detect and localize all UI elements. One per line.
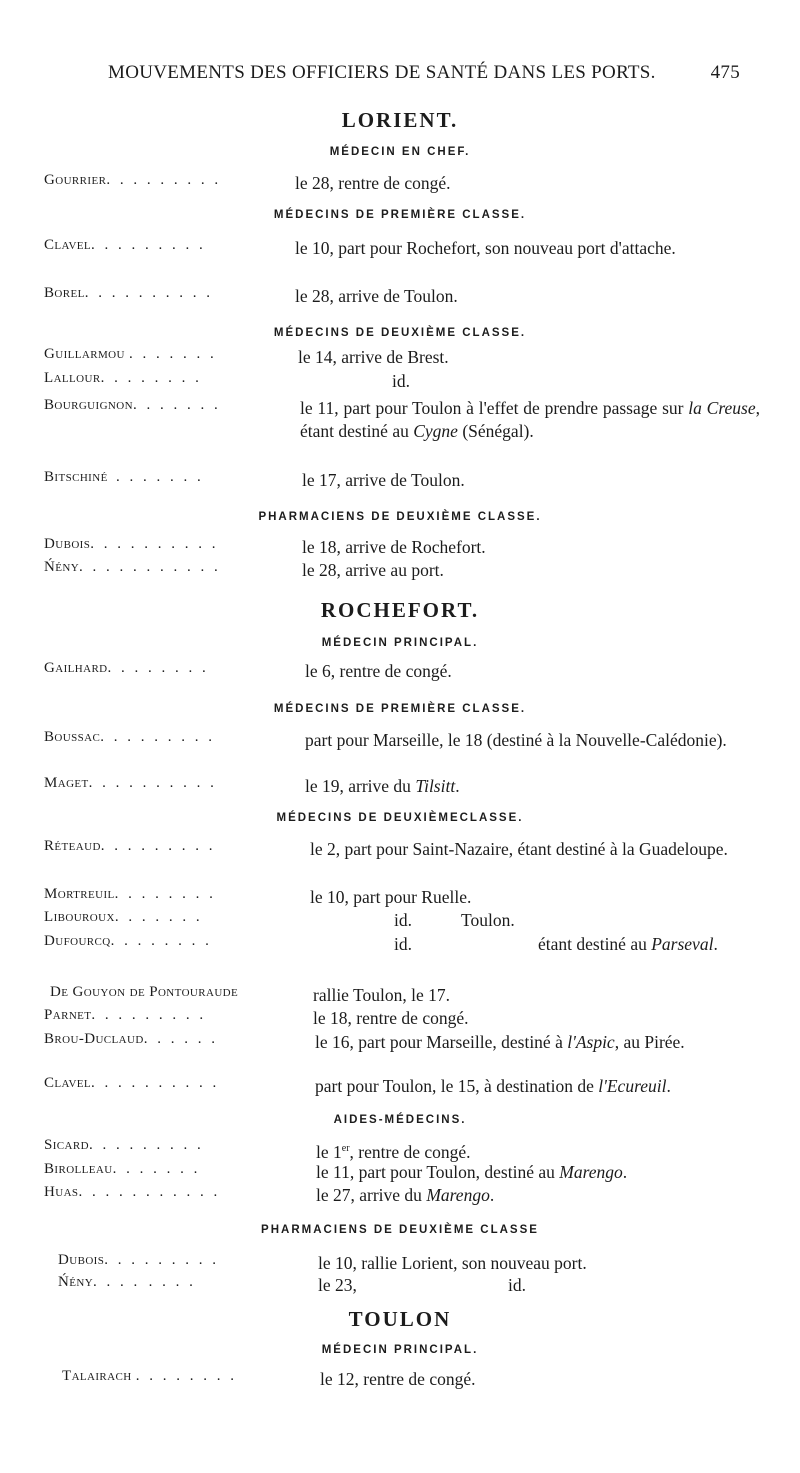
- text-part: le 16, part pour Marseille, destiné à: [315, 1032, 568, 1052]
- movement-text: le 28, arrive de Toulon.: [295, 286, 458, 306]
- officer-name: Sicard: [44, 1137, 89, 1153]
- grade-heading: MÉDECIN PRINCIPAL.: [321, 1344, 479, 1356]
- grade-heading: PHARMACIENS DE DEUXIÈME CLASSE: [261, 1224, 539, 1236]
- ship-name: Tilsitt: [415, 776, 456, 796]
- officer-name: Huas: [44, 1184, 79, 1200]
- officer-name: Maget: [44, 775, 89, 791]
- movement-text: le 18, arrive de Rochefort.: [302, 537, 486, 557]
- movement-text: le 2, part pour Saint-Nazaire, étant destiné à la Guadeloupe.: [310, 839, 728, 859]
- leader-dots: . . . . . . .: [112, 1161, 201, 1177]
- text-part: .: [713, 934, 718, 954]
- movement-text: id.: [394, 910, 412, 930]
- leader-dots: . . . . . .: [143, 1031, 218, 1047]
- movement-text: part pour Marseille, le 18 (destiné à la Nouvelle-Calédonie).: [305, 730, 727, 750]
- officer-name: Bourguignon: [44, 397, 133, 413]
- text-part: .: [489, 1185, 495, 1205]
- officer-name: Guillarmou: [44, 346, 125, 362]
- movement-text: id.: [508, 1275, 526, 1295]
- leader-dots: . . . . . . . . .: [91, 1007, 207, 1023]
- officer-name: Mortreuil: [44, 886, 115, 902]
- movement-text: [330, 933, 760, 956]
- leader-dots: . . . . . . .: [116, 469, 204, 485]
- officer-name: Réteaud: [44, 838, 101, 854]
- movement-text: [315, 1031, 760, 1054]
- leader-dots: . . . .: [148, 1274, 196, 1290]
- movement-text: [305, 775, 760, 798]
- grade-heading: PHARMACIENS DE DEUXIÈME CLASSE.: [258, 511, 542, 523]
- port-heading-lorient: LORIENT.: [341, 108, 459, 132]
- movement-text: le 10, part pour Ruelle.: [310, 887, 472, 907]
- movement-text: le 18, rentre de congé.: [313, 1008, 469, 1028]
- movement-text: rallie Toulon, le 17.: [313, 985, 450, 1005]
- movement-text: [316, 1161, 760, 1184]
- leader-dots: . . . . . . . . .: [100, 838, 216, 854]
- text-part: le 11, part pour Toulon à l'effet de prendre passage sur: [300, 398, 689, 418]
- running-title: MOUVEMENTS DES OFFICIERS DE SANTÉ DANS LES PORTS.: [108, 62, 656, 83]
- text-part: le 11, part pour Toulon, destiné au: [316, 1162, 560, 1182]
- movement-text: [300, 397, 760, 443]
- officer-name: Dubois: [58, 1252, 105, 1268]
- leader-dots: . . . . . . . . .: [91, 237, 206, 253]
- leader-dots: . . . . . . .: [114, 909, 203, 925]
- movement-text: le 17, arrive de Toulon.: [302, 470, 465, 490]
- officer-name: Gailhard: [44, 660, 108, 676]
- movement-text: le 28, rentre de congé.: [295, 173, 451, 193]
- ship-name: Marengo: [426, 1185, 490, 1205]
- ship-name: l'Ecureuil: [598, 1076, 667, 1096]
- officer-name: Talairach: [62, 1368, 132, 1384]
- movement-text: le 14, arrive de Brest.: [298, 347, 449, 367]
- movement-text: [315, 1075, 760, 1098]
- officer-name: De Gouyon de Pontouraude: [50, 984, 239, 1000]
- officer-name: Birolleau: [44, 1161, 113, 1177]
- text-part: (Sénégal).: [457, 421, 534, 441]
- leader-dots: . . . . . . .: [132, 397, 221, 413]
- leader-dots: . . . . . . . .: [114, 886, 216, 902]
- officer-name: Libouroux: [44, 909, 115, 925]
- port-heading-rochefort: ROCHEFORT.: [320, 598, 480, 622]
- movement-text: le 23,: [318, 1275, 357, 1295]
- leader-dots: . . . . . . . . . . .: [79, 559, 221, 575]
- movement-text: le 10, rallie Lorient, son nouveau port.: [318, 1253, 587, 1273]
- text-part: , rentre de congé.: [349, 1141, 471, 1162]
- leader-dots: . . . . . . . .: [100, 370, 202, 386]
- leader-dots: . . . . . . . . .: [88, 1137, 204, 1153]
- leader-dots: . . . . . . . .: [107, 660, 209, 676]
- officer-name: Bitschiné: [44, 469, 108, 485]
- grade-heading: MÉDECIN EN CHEF.: [329, 146, 471, 158]
- text-part: .: [455, 776, 460, 796]
- leader-dots: . . . . . . . . . .: [84, 285, 213, 301]
- movement-text: [316, 1184, 760, 1207]
- leader-dots: . . . . . . . . .: [104, 1252, 219, 1268]
- ship-name: la Creuse: [688, 398, 756, 418]
- text-part: , étant destiné au: [300, 398, 760, 441]
- text-part: étant destiné au: [538, 934, 652, 954]
- movement-text: le 28, arrive au port.: [302, 560, 444, 580]
- movement-text: Toulon.: [461, 910, 515, 930]
- movement-text: id.: [392, 371, 410, 391]
- grade-heading: MÉDECINS DE DEUXIÈMECLASSE.: [276, 812, 524, 824]
- text-part: .: [666, 1076, 671, 1096]
- leader-dots: . . . . . . . . . . .: [78, 1184, 221, 1200]
- ship-name: Cygne: [413, 421, 458, 441]
- movement-text: id.: [394, 934, 412, 954]
- officer-name: Ńény: [58, 1274, 94, 1290]
- leader-dots: . . . .: [93, 1274, 141, 1290]
- running-header: [100, 62, 750, 88]
- grade-heading: MÉDECINS DE DEUXIÈME CLASSE.: [273, 327, 527, 339]
- grade-heading: AIDES-MÉDECINS.: [333, 1114, 467, 1126]
- movement-text: [316, 1137, 760, 1164]
- officer-name: Brou-Duclaud: [44, 1031, 144, 1047]
- officer-name: Lallour: [44, 370, 101, 386]
- movement-text: le 12, rentre de congé.: [320, 1369, 476, 1389]
- officer-name: Clavel: [44, 237, 92, 253]
- grade-heading: MÉDECINS DE PREMIÈRE CLASSE.: [273, 703, 527, 715]
- text-part: part pour Toulon, le 15, à destination de: [315, 1076, 599, 1096]
- ship-name: Marengo: [559, 1162, 623, 1182]
- leader-dots: . . . . . . . .: [135, 1368, 238, 1384]
- text-part: le 27, arrive du: [316, 1185, 427, 1205]
- text-part: le 1: [316, 1141, 342, 1162]
- superscript: er: [341, 1143, 350, 1154]
- officer-name: Gourrier: [44, 172, 107, 188]
- officer-name: Boussac: [44, 729, 101, 745]
- grade-heading: MÉDECIN PRINCIPAL.: [321, 637, 479, 649]
- leader-dots: . . . . . . . . .: [106, 172, 222, 188]
- ship-name: l'Aspic: [567, 1032, 615, 1052]
- text-part: , au Pirée.: [614, 1032, 685, 1052]
- officer-name: Dubois: [44, 536, 91, 552]
- movement-text: le 10, part pour Rochefort, son nouveau port d'attache.: [295, 238, 676, 258]
- officer-name: Dufourcq: [44, 933, 111, 949]
- leader-dots: . . . . . . . . . .: [90, 536, 219, 552]
- officer-name: Clavel: [44, 1075, 92, 1091]
- officer-name: Ńény: [44, 559, 80, 575]
- grade-heading: MÉDECINS DE PREMIÈRE CLASSE.: [273, 209, 527, 221]
- page-number: 475: [710, 62, 740, 83]
- officer-name: Parnet: [44, 1007, 92, 1023]
- movement-text: le 6, rentre de congé.: [305, 661, 452, 681]
- text-part: le 19, arrive du: [305, 776, 416, 796]
- leader-dots: . . . . . . . . . .: [88, 775, 217, 791]
- officer-name: Borel: [44, 285, 85, 301]
- leader-dots: . . . . . . .: [128, 346, 217, 362]
- leader-dots: . . . . . . . . .: [100, 729, 215, 745]
- ship-name: Parseval: [651, 934, 714, 954]
- leader-dots: . . . . . . . .: [110, 933, 212, 949]
- text-part: .: [622, 1162, 628, 1182]
- port-heading-toulon: TOULON: [348, 1307, 452, 1331]
- leader-dots: . . . . . . . . . .: [91, 1075, 220, 1091]
